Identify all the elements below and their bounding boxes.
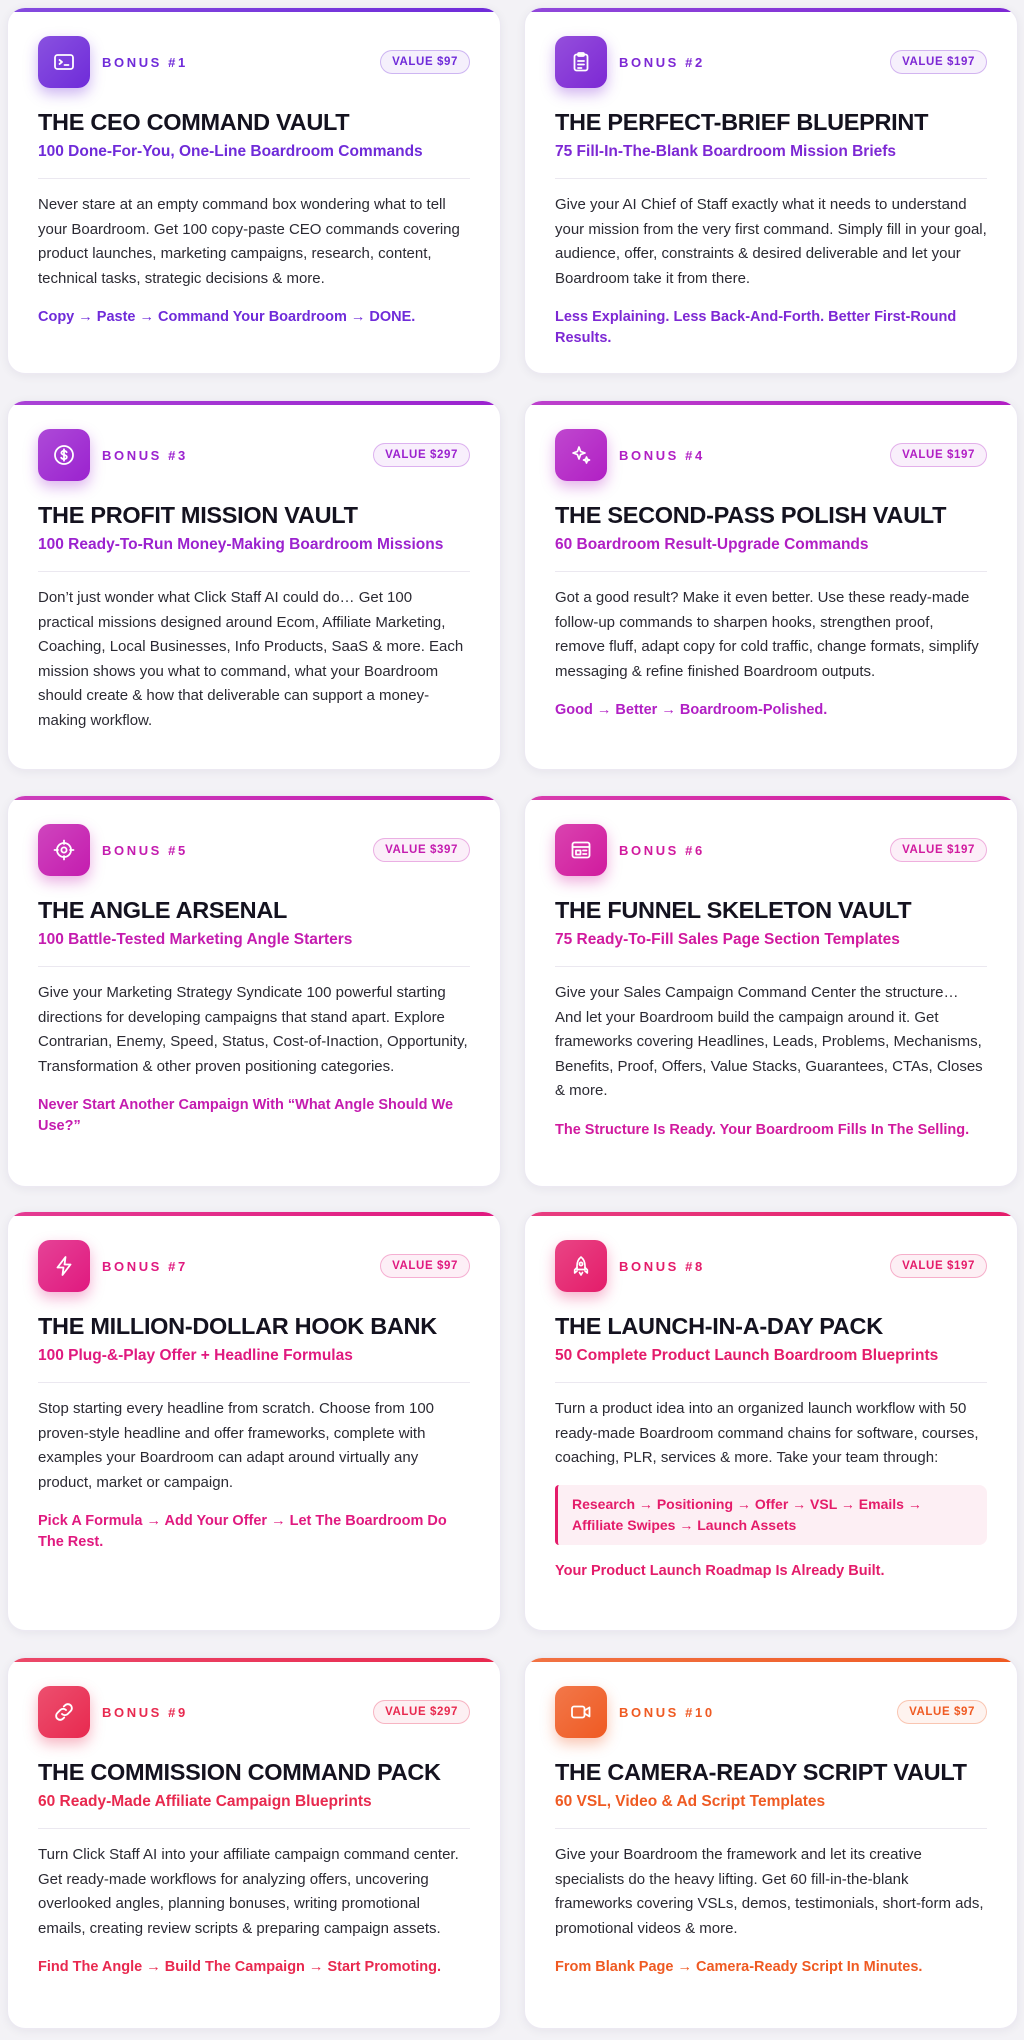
value-badge: VALUE $197: [890, 838, 987, 862]
card-title: THE FUNNEL SKELETON VAULT: [555, 897, 912, 923]
card-body: [525, 401, 1017, 745]
bonus-number-label: BONUS #3: [102, 447, 188, 463]
card-subtitle: 60 Ready-Made Affiliate Campaign Blueprints: [38, 1793, 372, 1811]
layout-icon: [555, 824, 607, 876]
card-title: THE COMMISSION COMMAND PACK: [38, 1759, 441, 1785]
card-divider: [38, 178, 470, 179]
card-accent-bar: [8, 796, 500, 800]
bonus-card: [524, 1657, 1018, 2029]
value-badge: VALUE $397: [373, 838, 470, 862]
terminal-icon: [38, 36, 90, 88]
card-title: THE LAUNCH-IN-A-DAY PACK: [555, 1313, 883, 1339]
sparkles-icon: [555, 429, 607, 481]
card-description: Got a good result? Make it even better. Use these ready-made follow-up commands to sharpen hooks, strengthen proof, remove fluff, adapt copy for cold traffic, change formats, simplify messaging & refine finished Boardroom outputs.: [555, 589, 979, 680]
bonus-number-label: BONUS #10: [619, 1704, 715, 1720]
card-subtitle: 75 Fill-In-The-Blank Boardroom Mission Briefs: [555, 143, 897, 161]
card-description: Stop starting every headline from scratch. Choose from 100 proven-style headline and offer frameworks, complete with examples your Boardroom can adapt around virtually any product, market or campaign.: [38, 1400, 435, 1491]
card-accent-bar: [525, 796, 1017, 800]
card-title: THE PROFIT MISSION VAULT: [38, 502, 358, 528]
target-icon: [38, 824, 90, 876]
card-accent-bar: [525, 8, 1017, 12]
card-accent-bar: [8, 1212, 500, 1216]
bonus-number-label: BONUS #2: [619, 54, 705, 70]
bonus-number-label: BONUS #8: [619, 1258, 705, 1274]
link-icon: [38, 1686, 90, 1738]
card-subtitle: 100 Battle-Tested Marketing Angle Starters: [38, 931, 353, 949]
card-title: THE SECOND-PASS POLISH VAULT: [555, 502, 947, 528]
card-subtitle: 75 Ready-To-Fill Sales Page Section Templates: [555, 931, 900, 949]
card-title: THE CEO COMMAND VAULT: [38, 109, 350, 135]
bonus-card: [7, 1211, 501, 1631]
card-divider: [38, 1828, 470, 1829]
bonus-number-label: BONUS #7: [102, 1258, 188, 1274]
card-body: [525, 1658, 1017, 2002]
card-subtitle: 50 Complete Product Launch Boardroom Blueprints: [555, 1347, 939, 1365]
card-description: Never stare at an empty command box wondering what to tell your Boardroom. Get 100 copy-paste CEO commands covering product launches, marketing campaigns, research, content, technical tasks, strategic decisions & more.: [38, 196, 460, 287]
card-body: [8, 1212, 500, 1577]
value-badge: VALUE $97: [380, 50, 470, 74]
card-tagline: From Blank Page → Camera-Ready Script In Minutes.: [555, 1959, 923, 1976]
card-accent-bar: [8, 8, 500, 12]
card-divider: [38, 1382, 470, 1383]
lightning-icon: [38, 1240, 90, 1292]
bonus-card: [524, 795, 1018, 1187]
workflow-callout: Research → Positioning → Offer → VSL → Emails → Affiliate Swipes → Launch Assets: [555, 1485, 987, 1545]
card-subtitle: 100 Plug-&-Play Offer + Headline Formulas: [38, 1347, 353, 1365]
value-badge: VALUE $197: [890, 50, 987, 74]
card-tagline: The Structure Is Ready. Your Boardroom Fills In The Selling.: [555, 1121, 970, 1138]
rocket-icon: [555, 1240, 607, 1292]
card-body: [8, 401, 500, 757]
card-tagline: Your Product Launch Roadmap Is Already Built.: [555, 1562, 885, 1579]
value-badge: VALUE $297: [373, 1700, 470, 1724]
bonus-card: [524, 7, 1018, 374]
card-description: Give your AI Chief of Staff exactly what it needs to understand your mission from the very first command. Simply fill in your goal, audience, offer, constraints & desired deliverable and let your Boardroom take it from there.: [555, 196, 987, 287]
card-divider: [555, 178, 987, 179]
card-header: [38, 824, 470, 876]
bonus-card: [524, 1211, 1018, 1631]
card-header: [38, 1686, 470, 1738]
card-tagline: Never Start Another Campaign With “What Angle Should We Use?”: [38, 1097, 454, 1135]
card-divider: [555, 966, 987, 967]
card-title: THE MILLION-DOLLAR HOOK BANK: [38, 1313, 437, 1339]
card-title: THE CAMERA-READY SCRIPT VAULT: [555, 1759, 967, 1785]
card-subtitle: 100 Done-For-You, One-Line Boardroom Commands: [38, 143, 423, 161]
card-body: [8, 796, 500, 1161]
value-badge: VALUE $197: [890, 443, 987, 467]
card-tagline: Copy → Paste → Command Your Boardroom → DONE.: [38, 309, 416, 326]
bonus-card: [7, 400, 501, 770]
card-tagline: Pick A Formula → Add Your Offer → Let The Boardroom Do The Rest.: [38, 1513, 447, 1551]
bonus-number-label: BONUS #5: [102, 842, 188, 858]
card-description: Give your Marketing Strategy Syndicate 100 powerful starting directions for developing campaigns that stand apart. Explore Contrarian, Enemy, Speed, Status, Cost-of-Inaction, Opportunity, Transformation & other proven positioning categories.: [38, 984, 468, 1075]
value-badge: VALUE $297: [373, 443, 470, 467]
card-body: [8, 1658, 500, 2002]
card-divider: [555, 1382, 987, 1383]
card-accent-bar: [525, 1212, 1017, 1216]
card-title: THE ANGLE ARSENAL: [38, 897, 288, 923]
card-description: Turn a product idea into an organized launch workflow with 50 ready-made Boardroom command chains for software, courses, coaching, PLR, services & more. Take your team through:: [555, 1400, 979, 1467]
bonus-number-label: BONUS #1: [102, 54, 188, 70]
card-divider: [555, 571, 987, 572]
bonus-card: [7, 7, 501, 374]
card-body: [525, 796, 1017, 1165]
card-subtitle: 60 VSL, Video & Ad Script Templates: [555, 1793, 826, 1811]
bonus-card: [7, 1657, 501, 2029]
card-header: [555, 1686, 987, 1738]
card-description: Give your Sales Campaign Command Center the structure… And let your Boardroom build the campaign around it. Get frameworks covering Headlines, Leads, Problems, Mechanisms, Benefits, Proof, Offers, Value Stacks, Guarantees, CTAs, Closes & more.: [555, 984, 983, 1100]
value-badge: VALUE $97: [380, 1254, 470, 1278]
card-accent-bar: [8, 1658, 500, 1662]
bonus-card: [524, 400, 1018, 770]
value-badge: VALUE $97: [897, 1700, 987, 1724]
bonus-card: [7, 795, 501, 1187]
card-tagline: Good → Better → Boardroom-Polished.: [555, 702, 828, 719]
bonus-number-label: BONUS #4: [619, 447, 705, 463]
video-icon: [555, 1686, 607, 1738]
card-tagline: Find The Angle → Build The Campaign → Start Promoting.: [38, 1959, 442, 1976]
card-subtitle: 60 Boardroom Result-Upgrade Commands: [555, 536, 869, 554]
card-description: Turn Click Staff AI into your affiliate campaign command center. Get ready-made workflows for analyzing offers, uncovering overlooked angles, planning bonuses, writing promotional emails, creating review scripts & preparing campaign assets.: [38, 1846, 459, 1937]
card-header: [38, 429, 470, 481]
card-header: [555, 429, 987, 481]
value-badge: VALUE $197: [890, 1254, 987, 1278]
card-body: [525, 1212, 1017, 1606]
card-header: [555, 824, 987, 876]
card-accent-bar: [525, 401, 1017, 405]
card-header: [555, 36, 987, 88]
card-body: [525, 8, 1017, 373]
dollar-icon: [38, 429, 90, 481]
card-header: [555, 1240, 987, 1292]
card-tagline: Less Explaining. Less Back-And-Forth. Better First-Round Results.: [555, 309, 957, 347]
card-description: Don’t just wonder what Click Staff AI could do… Get 100 practical missions designed around Ecom, Affiliate Marketing, Coaching, Local Businesses, Info Products, SaaS & more. Each mission shows you what to command, what your Boardroom should create & how that deliverable can support a money-making workflow.: [38, 589, 464, 729]
card-accent-bar: [525, 1658, 1017, 1662]
card-title: THE PERFECT-BRIEF BLUEPRINT: [555, 109, 929, 135]
card-header: [38, 1240, 470, 1292]
card-divider: [38, 571, 470, 572]
card-subtitle: 100 Ready-To-Run Money-Making Boardroom Missions: [38, 536, 444, 554]
card-divider: [38, 966, 470, 967]
card-header: [38, 36, 470, 88]
bonus-number-label: BONUS #6: [619, 842, 705, 858]
card-accent-bar: [8, 401, 500, 405]
clipboard-icon: [555, 36, 607, 88]
bonus-number-label: BONUS #9: [102, 1704, 188, 1720]
card-description: Give your Boardroom the framework and let its creative specialists do the heavy lifting. Get 60 fill-in-the-blank frameworks covering VSLs, demos, testimonials, short-form ads, promotional videos & more.: [555, 1846, 984, 1937]
card-divider: [555, 1828, 987, 1829]
card-body: [8, 8, 500, 352]
